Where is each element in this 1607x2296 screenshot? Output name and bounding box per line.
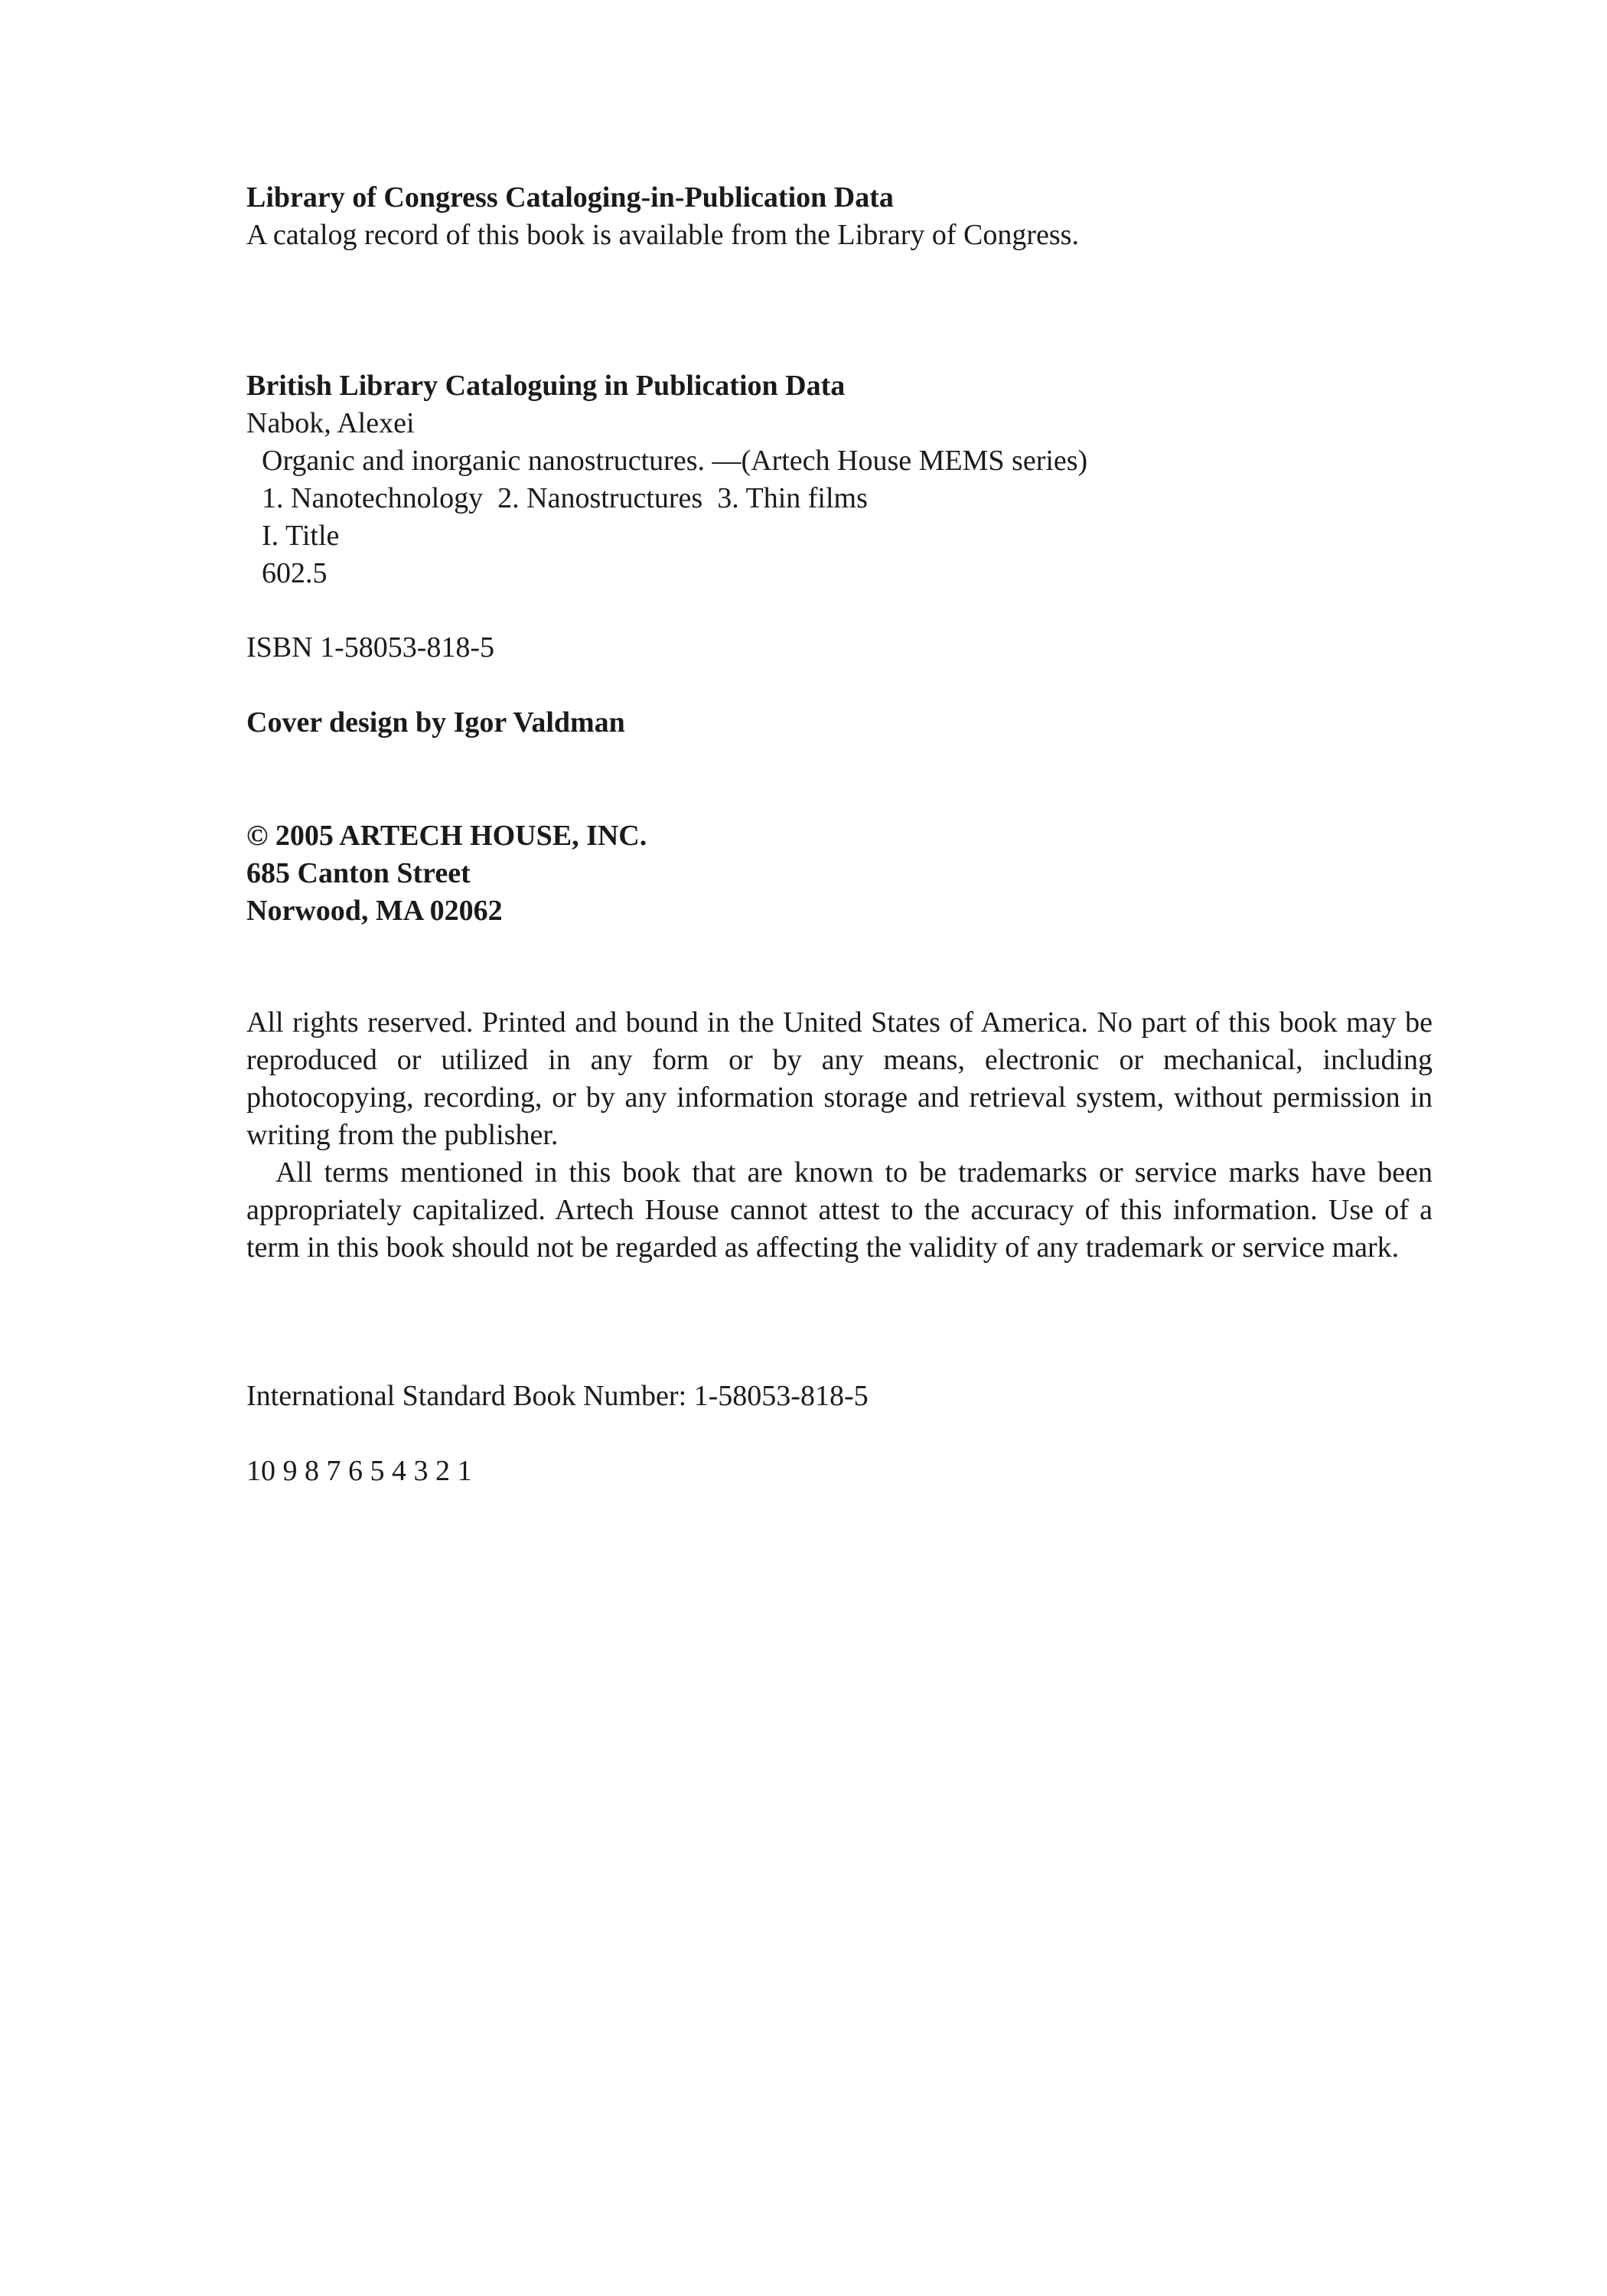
publisher-street: 685 Canton Street (246, 857, 471, 889)
copyright-notice: © 2005 ARTECH HOUSE, INC. (246, 820, 647, 852)
publisher-city: Norwood, MA 02062 (246, 895, 503, 927)
british-library-cip-heading: British Library Cataloguing in Publication Data (246, 370, 846, 402)
cip-classification: 602.5 (262, 557, 328, 589)
cip-subjects: 1. Nanotechnology 2. Nanostructures 3. Thin films (262, 482, 868, 514)
rights-block (246, 1004, 1433, 1267)
rights-paragraph: All rights reserved. Printed and bound in the United States of America. No part of this book may be reproduced or utilized in any form or by any means, electronic or mechanical, including photocopying, recording, or by any information storage and retrieval system, without permission in writing from the publisher. (246, 1006, 1433, 1151)
isbn-full-line (246, 1378, 1433, 1415)
print-line-text: 10 9 8 7 6 5 4 3 2 1 (246, 1455, 472, 1487)
cip-author: Nabok, Alexei (246, 407, 415, 439)
cover-credit-text: Cover design by Igor Valdman (246, 706, 625, 739)
isbn-short-text: ISBN 1-58053-818-5 (246, 631, 495, 664)
isbn-line (246, 629, 1433, 667)
cover-credit (246, 704, 1433, 742)
british-library-cip-block (246, 367, 1433, 592)
loc-cip-block (246, 179, 1433, 254)
loc-cip-heading: Library of Congress Cataloging-in-Publication Data (246, 181, 894, 214)
print-line (246, 1453, 1433, 1490)
loc-cip-text: A catalog record of this book is available from the Library of Congress. (246, 219, 1079, 251)
cip-title-line: Organic and inorganic nanostructures. —(Artech House MEMS series) (262, 445, 1088, 477)
copyright-page (246, 0, 1433, 2296)
isbn-long-text: International Standard Book Number: 1-58053-818-5 (246, 1380, 869, 1412)
trademark-paragraph: All terms mentioned in this book that are known to be trademarks or service marks have been appropriately capitalized. Artech House cannot attest to the accuracy of this information. Use of a term in this book should not be regarded as affecting the validity of any trademark or service mark. (246, 1156, 1433, 1264)
publisher-block (246, 817, 1433, 930)
cip-title-entry: I. Title (262, 520, 340, 552)
